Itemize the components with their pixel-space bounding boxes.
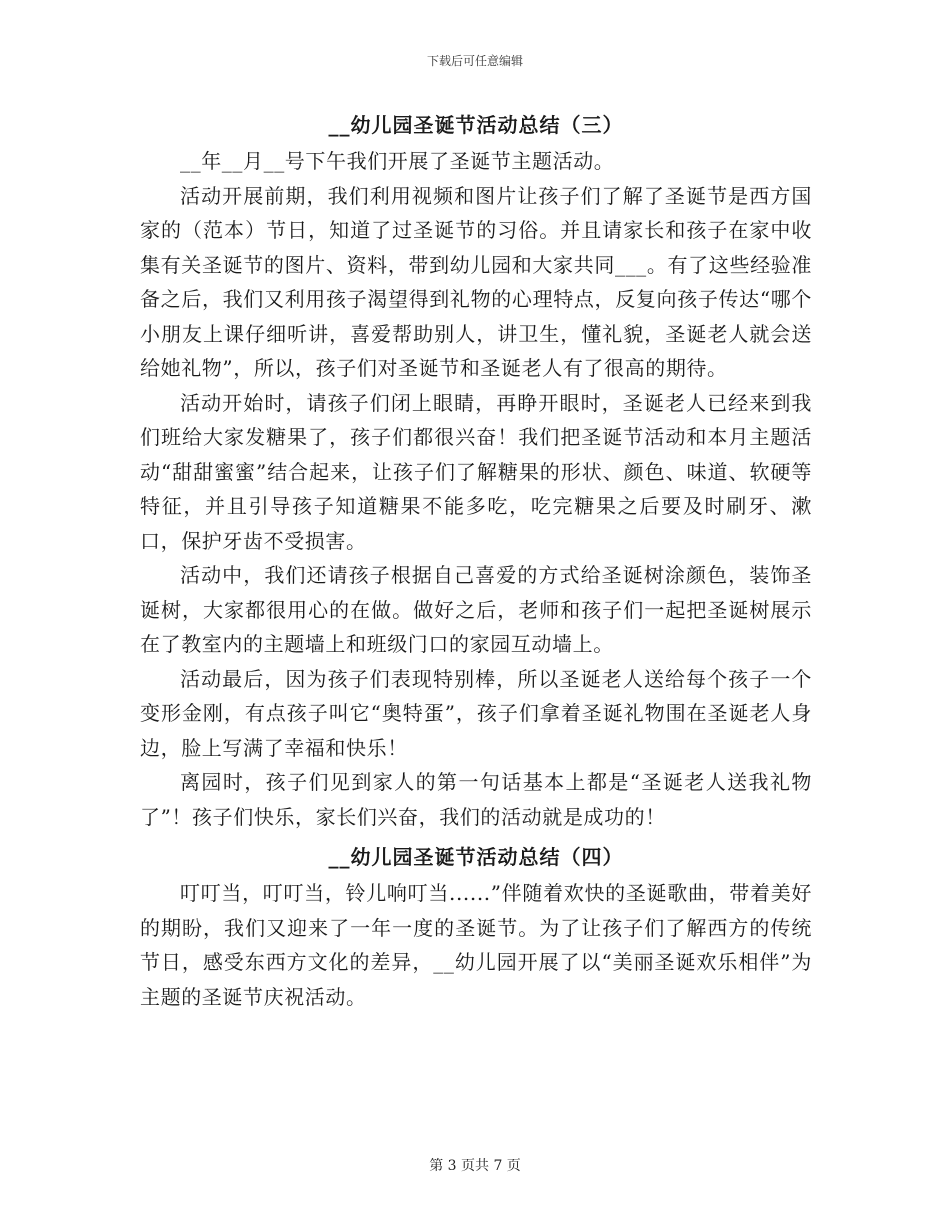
paragraph: 活动开展前期，我们利用视频和图片让孩子们了解了圣诞节是西方国家的（范本）节日，知道了过圣诞节的习俗。并且请家长和孩子在家中收集有关圣诞节的图片、资料，带到幼儿园和大家共同___。有了这些经验准备之后，我们又利用孩子渴望得到礼物的心理特点，反复向孩子传达“哪个小朋友上课仔细听讲，喜爱帮助别人，讲卫生，懂礼貌，圣诞老人就会送给她礼物”，所以，孩子们对圣诞节和圣诞老人有了很高的期待。 <box>140 183 812 380</box>
section-title: __幼儿园圣诞节活动总结（三） <box>328 113 624 137</box>
paragraph: __年__月__号下午我们开展了圣诞节主题活动。 <box>180 149 615 173</box>
paragraph: 活动最后，因为孩子们表现特别棒，所以圣诞老人送给每个孩子一个变形金刚，有点孩子叫它“奥特蛋”，孩子们拿着圣诞礼物围在圣诞老人身边，脸上写满了幸福和快乐！ <box>140 666 812 760</box>
paragraph: 活动中，我们还请孩子根据自己喜爱的方式给圣诞树涂颜色，装饰圣诞树，大家都很用心的在做。做好之后，老师和孩子们一起把圣诞树展示在了教室内的主题墙上和班级门口的家园互动墙上。 <box>140 563 812 656</box>
paragraph: 离园时，孩子们见到家人的第一句话基本上都是“圣诞老人送我礼物了”！孩子们快乐，家长们兴奋，我们的活动就是成功的！ <box>140 770 812 829</box>
paragraph: 叮叮当，叮叮当，铃儿响叮当......”伴随着欢快的圣诞歌曲，带着美好的期盼，我们又迎来了一年一度的圣诞节。为了让孩子们了解西方的传统节日，感受东西方文化的差异，__幼儿园开展了以“美丽圣诞欢乐相伴”为主题的圣诞节庆祝活动。 <box>140 881 812 1009</box>
paragraph: 活动开始时，请孩子们闭上眼睛，再睁开眼时，圣诞老人已经来到我们班给大家发糖果了，孩子们都很兴奋！我们把圣诞节活动和本月主题活动“甜甜蜜蜜”结合起来，让孩子们了解糖果的形状、颜色、味道、软硬等特征，并且引导孩子知道糖果不能多吃，吃完糖果之后要及时刷牙、漱口，保护牙齿不受损害。 <box>140 390 812 553</box>
page-header: 下载后可任意编辑 <box>426 54 523 68</box>
page-footer: 第 3 页共 7 页 <box>429 1158 521 1174</box>
section-title: __幼儿园圣诞节活动总结（四） <box>328 845 624 869</box>
document-body <box>140 106 812 1014</box>
